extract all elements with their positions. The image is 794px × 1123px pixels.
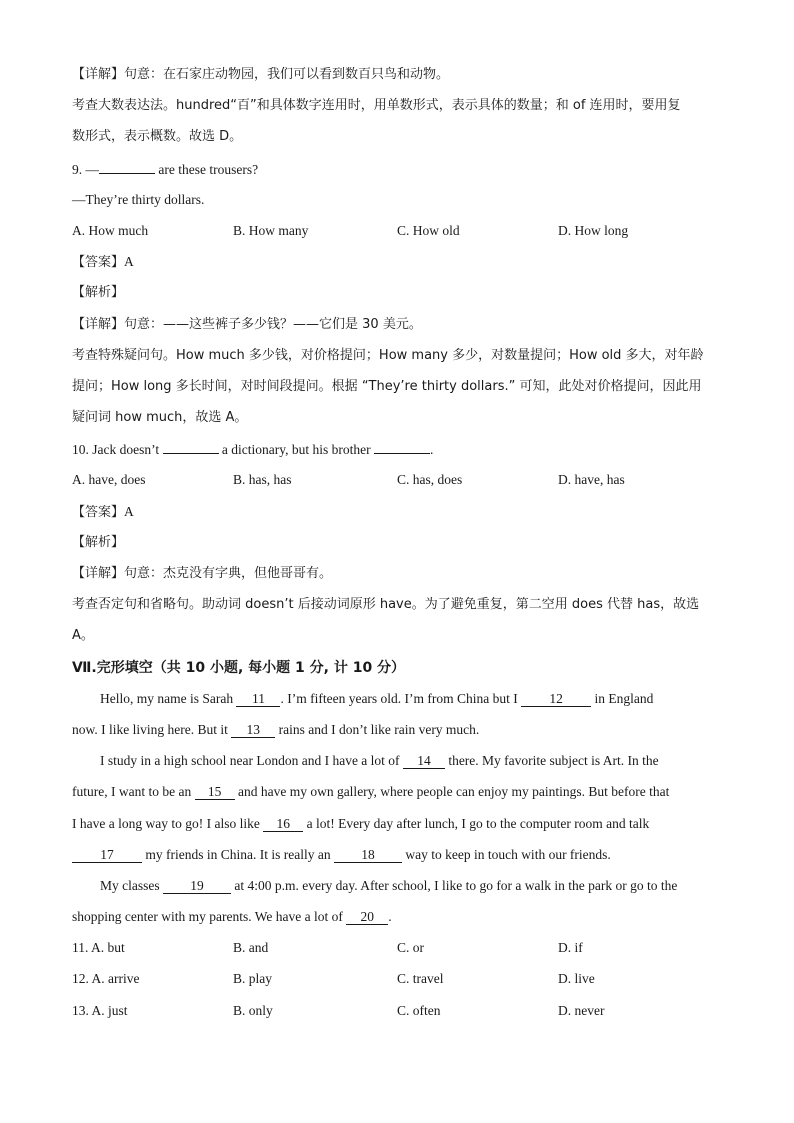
passage-text: . I’m fifteen years old. I’m from China but I <box>280 690 522 706</box>
passage-text: in England <box>591 690 654 706</box>
q9-option-d: D. How long <box>558 222 629 238</box>
option-c: C. or <box>397 940 424 956</box>
passage-text: a lot! Every day after lunch, I go to the computer room and talk <box>303 815 650 831</box>
option-d: D. if <box>558 940 583 956</box>
option-b: B. only <box>233 1002 273 1018</box>
q10-option-a: A. have, does <box>72 472 146 488</box>
passage-text: now. I like living here. But it <box>72 721 232 737</box>
blank-12: 12 <box>521 691 591 707</box>
q9-answer-value: A <box>124 254 134 270</box>
q10-detail-text: 句意：杰克没有字典，但他哥哥有。 <box>124 566 333 581</box>
option-c: C. travel <box>397 971 444 987</box>
passage-line <box>72 781 724 812</box>
q10-option-b: B. has, has <box>233 472 292 488</box>
q9-detail-text: 句意：——这些裤子多少钱？——它们是 30 美元。 <box>124 316 422 332</box>
blank-14: 14 <box>403 753 445 769</box>
q9-analysis-tag: 【解析】 <box>72 285 125 301</box>
passage-line <box>72 844 724 875</box>
q10-answer <box>72 501 724 532</box>
option-b: B. play <box>233 971 272 987</box>
option-c: C. often <box>397 1002 441 1018</box>
q9-number: 9. — <box>72 161 99 177</box>
q9-detail <box>72 314 724 345</box>
q10-number: 10. Jack doesn’t <box>72 442 163 458</box>
q9-explain-line3: 疑问词 how much，故选 A。 <box>72 410 248 426</box>
blank-11: 11 <box>236 691 280 707</box>
detail-tag: 【详解】 <box>72 316 125 332</box>
q8-explain-line1: 考查大数表达法。hundred“百”和具体数字连用时，用单数形式，表示具体的数量；和 of 连用时，要用复 <box>72 98 681 114</box>
detail-tag: 【详解】 <box>72 67 125 82</box>
passage-line <box>72 906 724 937</box>
detail-tag: 【详解】 <box>72 566 125 581</box>
q10-detail <box>72 563 724 594</box>
passage-text: there. My favorite subject is Art. In the <box>444 753 659 769</box>
option-a: 12. A. arrive <box>72 971 140 987</box>
cloze-options-12 <box>72 968 724 999</box>
option-d: D. never <box>558 1002 605 1018</box>
document-page <box>72 64 724 1031</box>
q9-options <box>72 220 724 251</box>
passage-line <box>72 813 724 844</box>
passage-text: My classes <box>100 877 163 893</box>
blank-16: 16 <box>263 816 303 832</box>
passage-text: my friends in China. It is really an <box>142 846 334 862</box>
q9-explain-line2: 提问；How long 多长时间，对时间段提问。根据 “They’re thirty dollars.” 可知，此处对价格提问，因此用 <box>72 378 702 394</box>
q10-option-d: D. have, has <box>558 472 625 488</box>
passage-line <box>72 875 724 906</box>
passage-line <box>72 688 724 719</box>
option-d: D. live <box>558 971 595 987</box>
q9-option-b: B. How many <box>233 222 309 238</box>
passage-text: rains and I don’t like rain very much. <box>275 721 480 737</box>
passage-text: shopping center with my parents. We have a lot of <box>72 909 347 925</box>
passage-text: I study in a high school near London and I have a lot of <box>100 753 403 769</box>
q10-explain-line2: A。 <box>72 628 94 644</box>
blank-20: 20 <box>346 909 388 925</box>
q8-detail <box>72 64 724 95</box>
passage-text: Hello, my name is Sarah <box>100 690 237 706</box>
q10-analysis-tag: 【解析】 <box>72 534 125 550</box>
q10-stem <box>72 438 724 469</box>
passage-text: I have a long way to go! I also like <box>72 815 264 831</box>
blank-17: 17 <box>72 847 142 863</box>
q9-explain-line1: 考查特殊疑问句。How much 多少钱，对价格提问；How many 多少，对数量提问；How old 多大，对年龄 <box>72 347 704 363</box>
q10-blank-1 <box>163 438 219 454</box>
q9-reply: —They’re thirty dollars. <box>72 191 205 207</box>
q8-explain-line2: 数形式，表示概数。故选 D。 <box>72 129 243 145</box>
blank-15: 15 <box>195 784 235 800</box>
option-b: B. and <box>233 940 269 956</box>
option-a: 11. A. but <box>72 940 125 956</box>
passage-text: and have my own gallery, where people can enjoy my paintings. But before that <box>234 784 670 800</box>
passage-line <box>72 750 724 781</box>
q10-mid: a dictionary, but his brother <box>218 442 374 458</box>
cloze-options-13 <box>72 1000 724 1031</box>
passage-text: way to keep in touch with our friends. <box>401 846 611 862</box>
q10-blank-2 <box>374 438 430 454</box>
blank-13: 13 <box>231 722 275 738</box>
answer-tag: 【答案】 <box>72 504 125 520</box>
q9-stem-after: are these trousers? <box>155 161 259 177</box>
blank-18: 18 <box>334 847 402 863</box>
option-a: 13. A. just <box>72 1002 128 1018</box>
q9-option-c: C. How old <box>397 222 460 238</box>
blank-19: 19 <box>163 878 231 894</box>
q10-answer-value: A <box>124 503 134 519</box>
passage-text: at 4:00 p.m. every day. After school, I like to go for a walk in the park or go to the <box>231 877 678 893</box>
q9-stem <box>72 158 724 189</box>
passage-text: future, I want to be an <box>72 784 195 800</box>
q10-option-c: C. has, does <box>397 472 463 488</box>
q9-blank <box>99 158 155 174</box>
q9-option-a: A. How much <box>72 222 149 238</box>
answer-tag: 【答案】 <box>72 255 125 271</box>
cloze-options-11 <box>72 937 724 968</box>
q9-answer <box>72 251 724 282</box>
q10-end: . <box>429 442 434 458</box>
passage-line <box>72 719 724 750</box>
passage-text: . <box>388 909 392 925</box>
q10-options <box>72 469 724 500</box>
section-title: Ⅶ.完形填空（共 10 小题, 每小题 1 分, 计 10 分） <box>72 659 406 676</box>
q10-explain-line1: 考查否定句和省略句。助动词 doesn’t 后接动词原形 have。为了避免重复，第二空用 does 代替 has，故选 <box>72 597 700 613</box>
q8-detail-text: 句意：在石家庄动物园，我们可以看到数百只鸟和动物。 <box>124 67 450 82</box>
